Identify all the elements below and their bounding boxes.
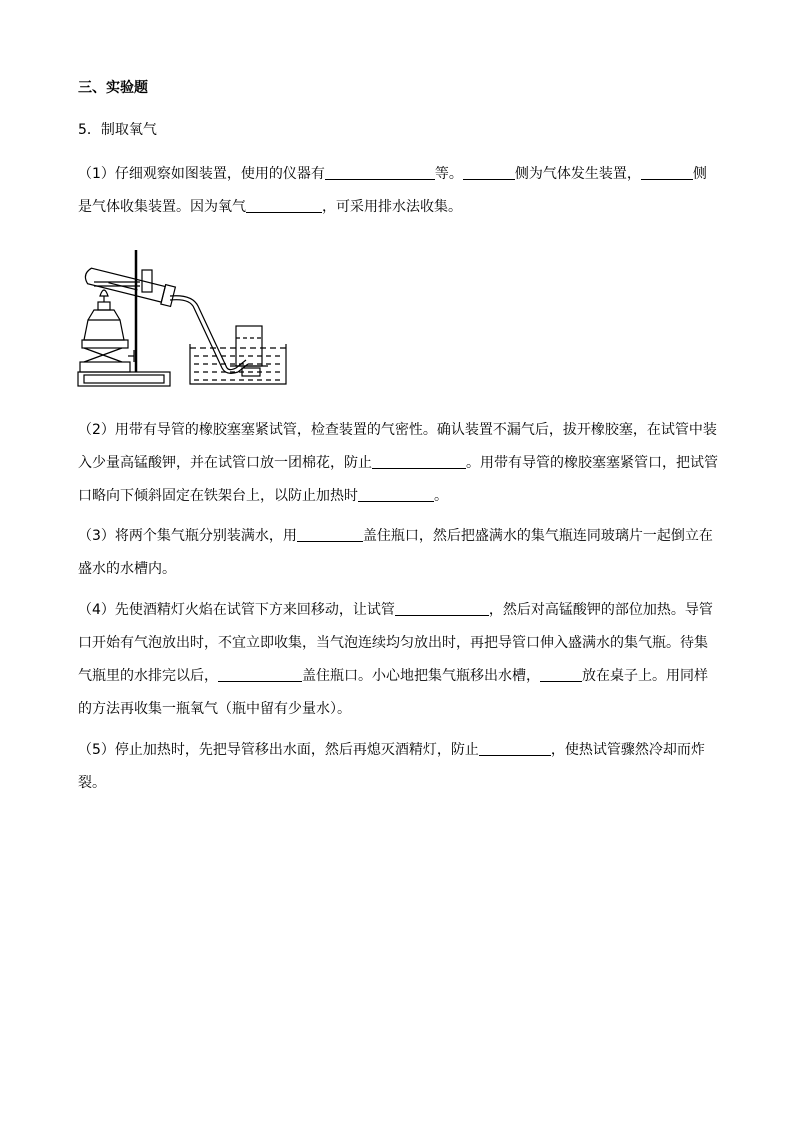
answer-blank[interactable] [358, 485, 434, 502]
answer-blank[interactable] [372, 452, 466, 469]
p4-text-1: （4）先使酒精灯火焰在试管下方来回移动，让试管 [78, 602, 395, 618]
p2-text-1: （2）用带有导管的橡胶塞塞紧试管，检查装置的气密性。确认装置不漏气后，拔开橡胶塞，在试管中装入少量高锰酸钾，并在试管口放一团棉花，防止 [78, 422, 717, 471]
p1-text-2: 等。 [434, 166, 463, 182]
p1-text-5: ，可采用排水法收集。 [322, 199, 462, 215]
p4-text-2: ，然后对高锰酸钾的部位加热。导管口开始有气泡放出时，不宜立即收集，当气泡连续均匀放出时，再把导管口伸入盛满水的集气瓶。待集气瓶里的水排完以后， [78, 602, 713, 684]
p1-text-1: （1）仔细观察如图装置，使用的仪器有 [78, 166, 325, 182]
paragraph-3 [78, 520, 720, 586]
answer-blank[interactable] [479, 739, 551, 756]
answer-blank[interactable] [641, 163, 693, 180]
answer-blank[interactable] [246, 196, 322, 213]
p3-text-2: 盖住瓶口，然后把盛满水的集气瓶连同玻璃片一起倒立在盛水的水槽内。 [78, 528, 713, 577]
p4-text-3: 盖住瓶口。小心地把集气瓶移出水槽， [302, 668, 540, 684]
answer-blank[interactable] [297, 525, 363, 542]
answer-blank[interactable] [218, 665, 302, 682]
paragraph-5 [78, 734, 720, 800]
p5-text-2: ，使热试管骤然冷却而炸裂。 [78, 742, 705, 791]
p1-text-4: 侧是气体收集装置。因为氧气 [78, 166, 707, 215]
p2-text-3: 。 [434, 488, 448, 504]
p2-text-2: 。用带有导管的橡胶塞塞紧管口，把试管口略向下倾斜固定在铁架台上，以防止加热时 [78, 455, 718, 504]
paragraph-4 [78, 594, 720, 726]
answer-blank[interactable] [395, 599, 489, 616]
answer-blank[interactable] [325, 163, 435, 180]
p4-text-4: 放在桌子上。用同样的方法再收集一瓶氧气（瓶中留有少量水）。 [78, 668, 708, 717]
p3-text-1: （3）将两个集气瓶分别装满水，用 [78, 528, 297, 544]
question-title: 5．制取氧气 [78, 122, 157, 138]
answer-blank[interactable] [463, 163, 515, 180]
oxygen-apparatus-diagram [70, 244, 300, 394]
p5-text-1: （5）停止加热时，先把导管移出水面，然后再熄灭酒精灯，防止 [78, 742, 479, 758]
paragraph-1 [78, 158, 720, 224]
p1-text-3: 侧为气体发生装置， [514, 166, 641, 182]
section-title: 三、实验题 [78, 80, 148, 96]
paragraph-2 [78, 414, 720, 513]
answer-blank[interactable] [540, 665, 582, 682]
